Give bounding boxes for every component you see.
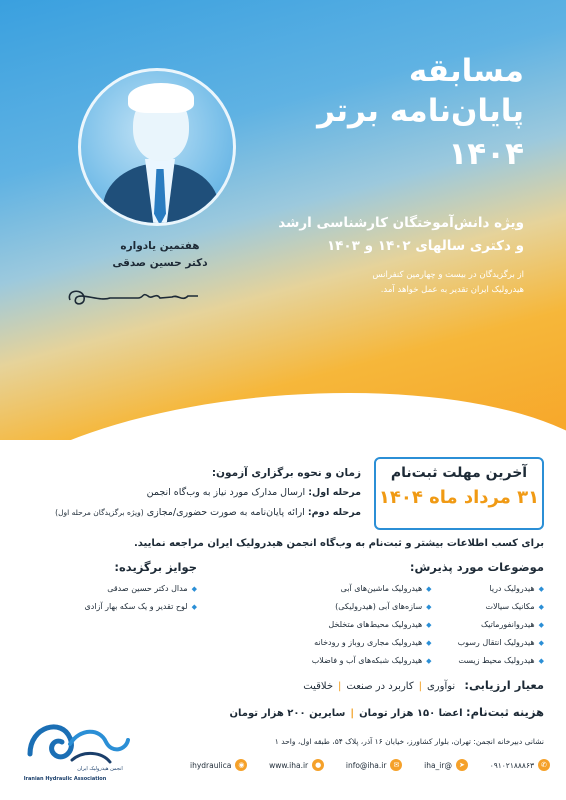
deadline-date: ۳۱ مرداد ماه ۱۴۰۴ <box>378 487 540 508</box>
page-title <box>317 52 524 176</box>
stage2-note: (ویژه برگزیدگان مرحله اول) <box>55 508 144 517</box>
exam-heading: زمان و نحوه برگزاری آزمون: <box>211 467 361 479</box>
note-line1: از برگزیدگان در بیست و چهارمین کنفرانس <box>372 270 524 280</box>
contact-phone[interactable] <box>490 759 550 771</box>
info-line: برای کسب اطلاعات بیشتر و ثبت‌نام به وب‌گاه انجمن هیدرولیک ایران مراجعه نمایید. <box>133 538 544 549</box>
criteria-item: کاربرد در صنعت <box>346 681 414 692</box>
contact-telegram[interactable] <box>424 759 468 771</box>
prizes-heading: جوایز برگزیده: <box>114 560 197 574</box>
commemoration-line2: دکتر حسین صدقی <box>112 257 208 269</box>
award-note <box>264 268 524 298</box>
contact-web-text: www.iha.ir <box>269 760 309 770</box>
fee-label: هزینه ثبت‌نام: <box>466 705 544 719</box>
deadline-label: آخرین مهلت ثبت‌نام <box>390 465 528 481</box>
contact-instagram[interactable] <box>190 759 247 771</box>
topics-col2 <box>312 580 432 670</box>
prizes-section <box>22 560 197 616</box>
list-item: ◆ سازه‌های آبی (هیدرولیکی) <box>312 598 432 616</box>
subtitle <box>224 212 524 258</box>
criteria-item: خلاقیت <box>303 681 334 692</box>
contact-instagram-text: ihydraulica <box>190 760 232 770</box>
criteria-label: معیار ارزیابی: <box>464 678 544 692</box>
list-item: ◆ هیدرولیک دریا <box>458 580 544 598</box>
logo-english: Iranian Hydraulic Association <box>23 776 107 782</box>
topics-col1 <box>458 580 544 670</box>
exam-stage1 <box>21 483 361 503</box>
logo-persian: انجمن هیدرولیک ایران <box>77 766 123 772</box>
portrait-photo <box>78 68 236 226</box>
stage2-label: مرحله دوم: <box>307 507 361 518</box>
title-year: ۱۴۰۴ <box>448 136 524 172</box>
list-item: ◆ هیدرولیک مجاری روباز و رودخانه <box>312 634 432 652</box>
commemoration-line1: هفتمین یادواره <box>120 240 200 252</box>
topics-heading: موضوعات مورد پذیرش: <box>409 560 544 574</box>
contact-phone-text: ۰۹۱۰۲۱۸۸۸۶۳ <box>489 760 534 770</box>
stage1-text: ارسال مدارک مورد نیاز به وب‌گاه انجمن <box>146 487 306 498</box>
contact-email-text: info@iha.ir <box>345 760 387 770</box>
instagram-icon: ◉ <box>235 759 247 771</box>
note-line2: هیدرولیک ایران تقدیر به عمل خواهد آمد. <box>380 285 524 295</box>
exam-section <box>21 463 361 523</box>
list-item: ◆ هیدروانفورماتیک <box>458 616 544 634</box>
portrait-hair <box>128 83 194 113</box>
address: نشانی دبیرخانه انجمن: تهران، بلوار کشاورز، خیابان ۱۶ آذر، پلاک ۵۴، طبقه اول، واحد ۱ <box>274 737 544 746</box>
list-item: ◆ هیدرولیک شبکه‌های آب و فاضلاب <box>312 652 432 670</box>
separator: | <box>418 681 422 692</box>
email-icon: ✉ <box>390 759 402 771</box>
list-item: ◆ لوح تقدیر و یک سکه بهار آزادی <box>22 598 197 616</box>
phone-icon: ✆ <box>538 759 550 771</box>
contact-email[interactable] <box>346 759 403 771</box>
web-icon: ● <box>312 759 324 771</box>
stage2-text: ارائه پایان‌نامه به صورت حضوری/مجازی <box>146 507 305 518</box>
list-item: ◆ مکانیک سیالات <box>458 598 544 616</box>
list-item: ◆ هیدرولیک انتقال رسوب <box>458 634 544 652</box>
prizes-list <box>22 580 197 616</box>
contact-web[interactable] <box>269 759 324 771</box>
list-item: ◆ هیدرولیک محیط زیست <box>458 652 544 670</box>
exam-stage2 <box>21 503 361 523</box>
title-line2: پایان‌نامه برتر <box>317 93 524 129</box>
telegram-icon: ➤ <box>456 759 468 771</box>
criteria-row <box>24 678 544 692</box>
deadline-box <box>374 457 544 530</box>
topics-columns <box>204 580 544 670</box>
subtitle-line2: و دکتری سالهای ۱۴۰۲ و ۱۴۰۳ <box>326 238 524 254</box>
topics-section <box>204 560 544 670</box>
signature <box>60 282 210 312</box>
criteria-item: نوآوری <box>426 681 456 692</box>
separator: | <box>338 681 342 692</box>
stage1-label: مرحله اول: <box>308 487 361 498</box>
commemoration <box>100 238 220 272</box>
separator: | <box>350 708 355 719</box>
title-line1: مسابقه <box>408 53 524 89</box>
contacts-bar <box>190 757 550 773</box>
subtitle-line1: ویژه دانش‌آموختگان کارشناسی ارشد <box>278 215 524 231</box>
list-item: ◆ مدال دکتر حسین صدقی <box>22 580 197 598</box>
fee-members: اعضا ۱۵۰ هزار تومان <box>359 708 463 719</box>
list-item: ◆ هیدرولیک محیط‌های متخلخل <box>312 616 432 634</box>
fee-others: سایرین ۲۰۰ هزار تومان <box>229 708 346 719</box>
list-item: ◆ هیدرولیک ماشین‌های آبی <box>312 580 432 598</box>
association-logo <box>22 704 132 776</box>
contact-telegram-text: @iha_ir <box>424 760 452 770</box>
